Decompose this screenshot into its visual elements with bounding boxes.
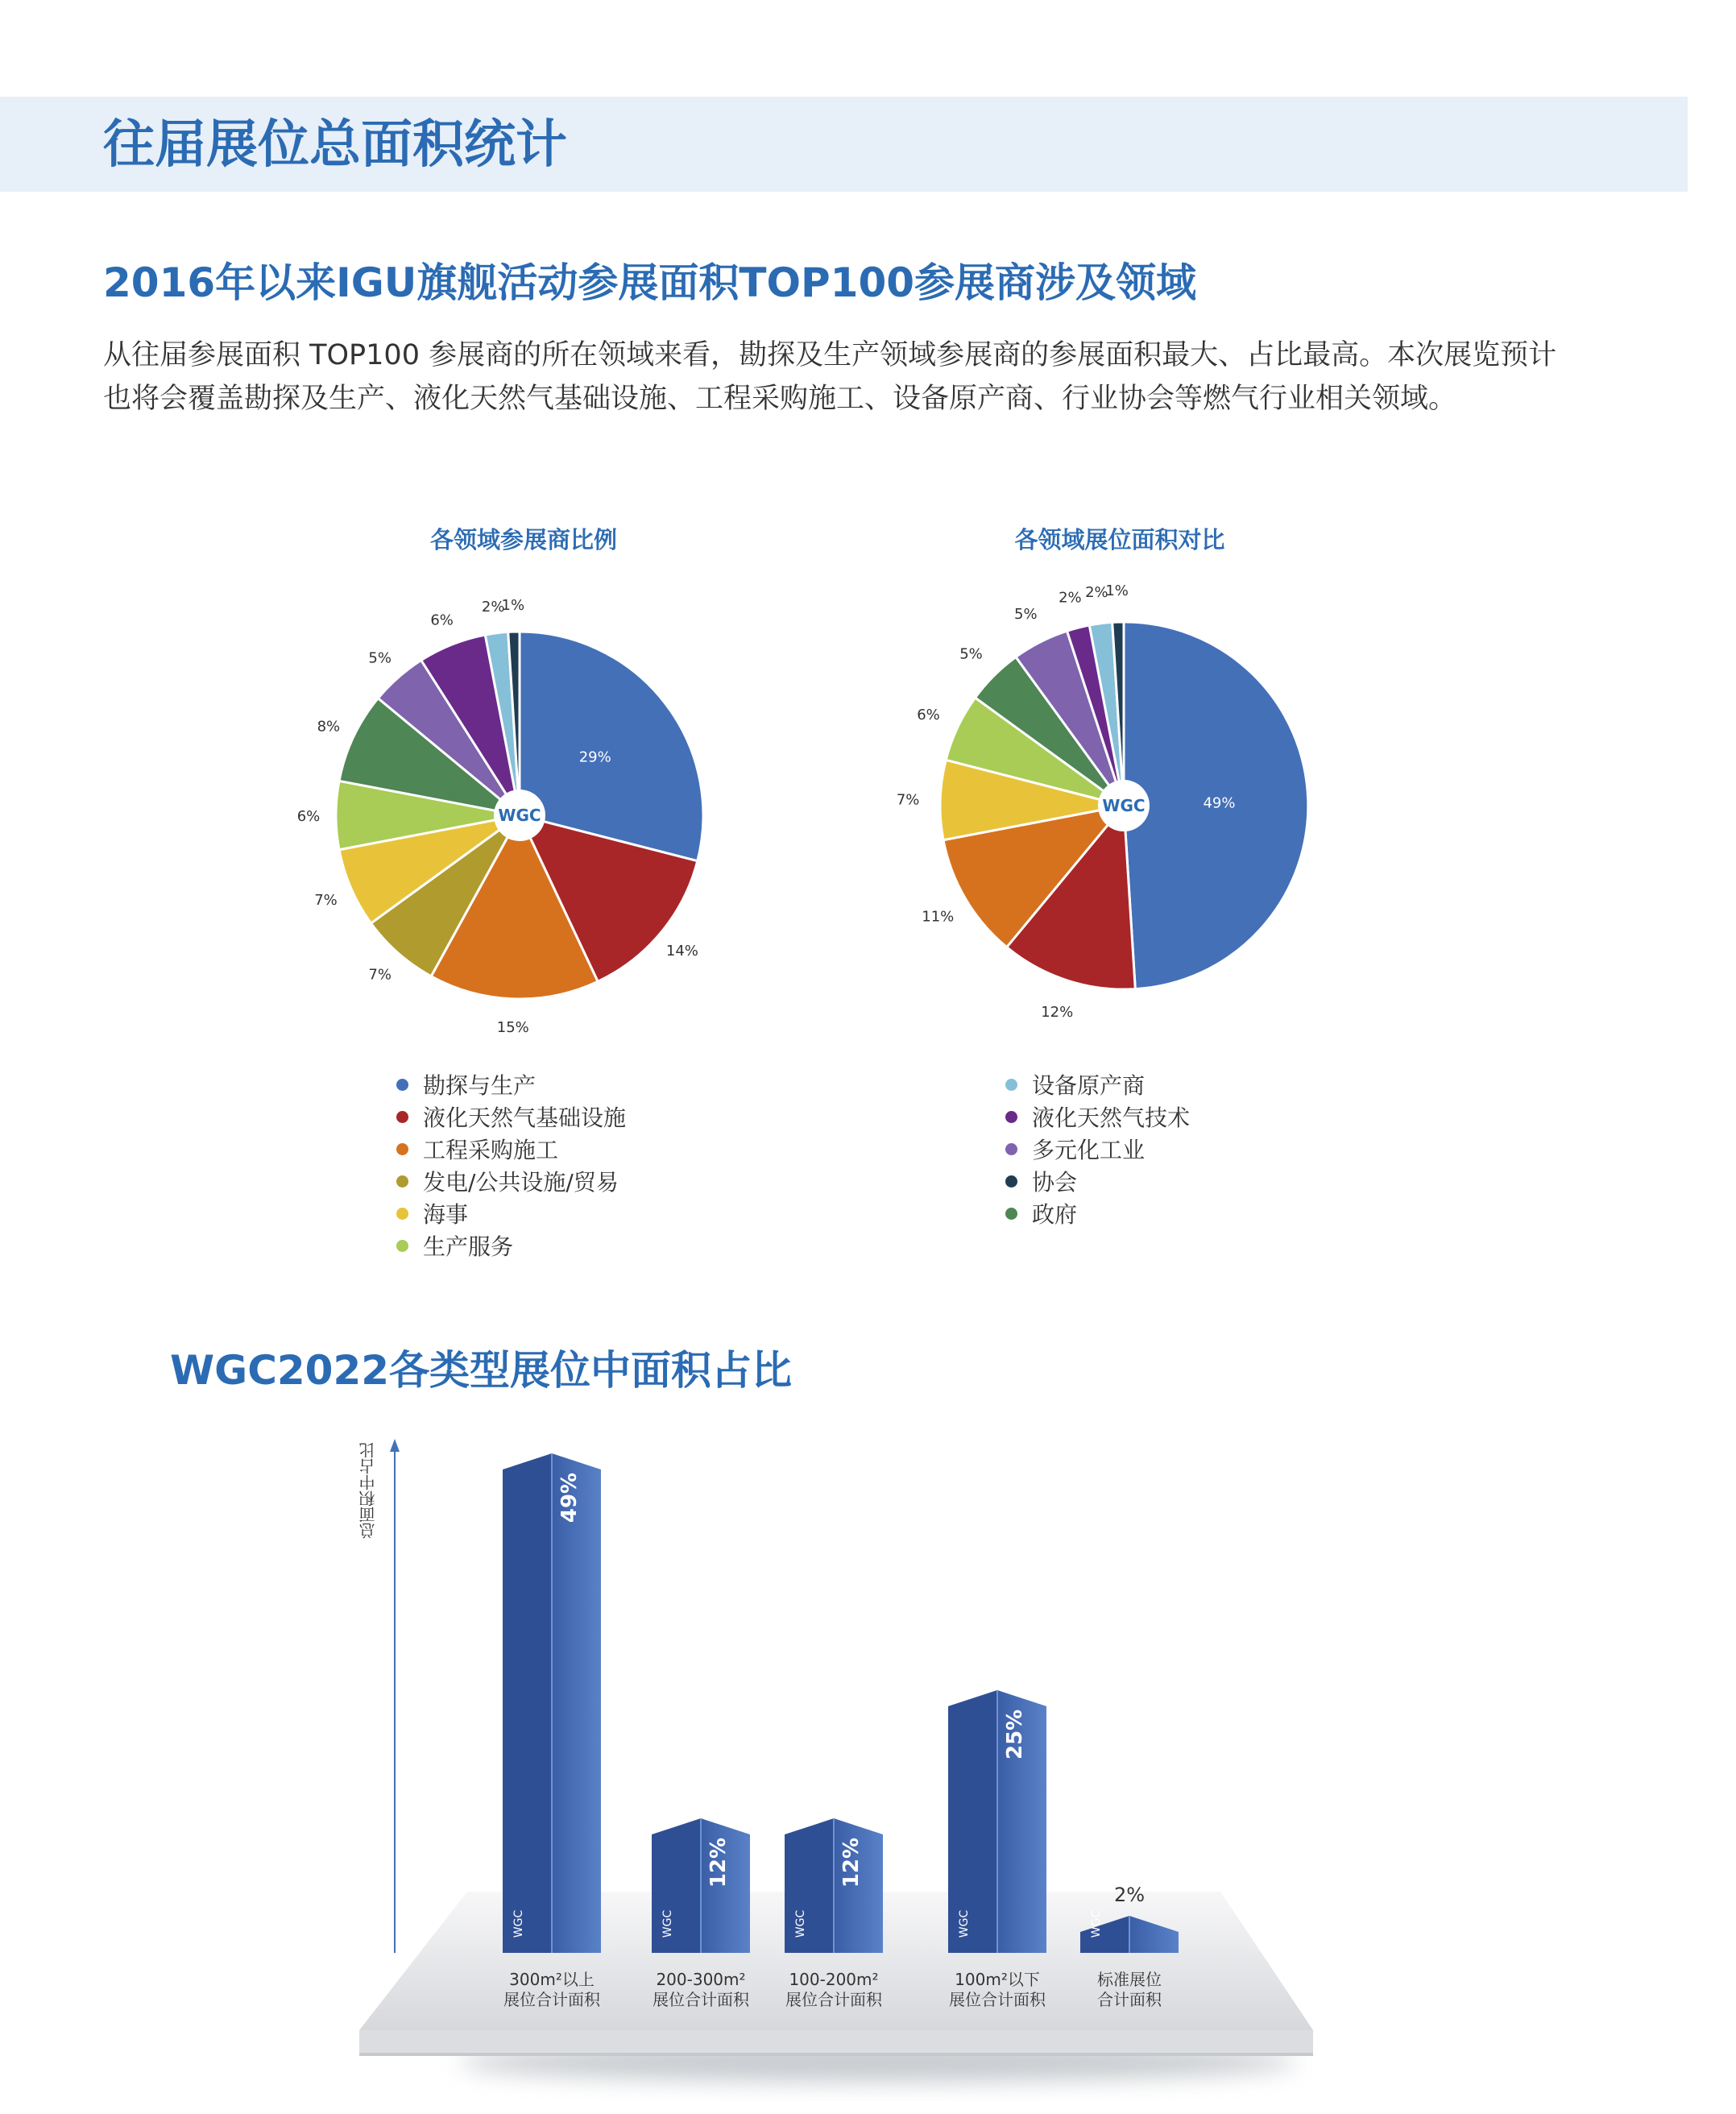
pie-data-label: 11% xyxy=(922,908,955,926)
bar xyxy=(503,1453,552,1953)
legend-label: 液化天然气基础设施 xyxy=(423,1105,627,1131)
bar-face xyxy=(552,1453,601,1953)
legend-label: 政府 xyxy=(1032,1201,1078,1228)
pie-data-label: 49% xyxy=(1203,794,1236,812)
bar-category-label: 展位合计面积 xyxy=(785,1990,882,2009)
legend-label: 勘探与生产 xyxy=(423,1072,537,1099)
pie-data-label: 2% xyxy=(1059,589,1082,607)
pie-chart-1 xyxy=(297,597,703,1036)
legend-left xyxy=(396,1068,626,1262)
legend-swatch xyxy=(396,1079,408,1091)
bar-value-label: 49% xyxy=(557,1472,582,1523)
legend-item xyxy=(396,1133,626,1165)
legend-swatch xyxy=(1005,1143,1017,1155)
legend-swatch xyxy=(1005,1111,1017,1123)
pie-data-label: 12% xyxy=(1041,1003,1074,1021)
platform-front xyxy=(359,2030,1313,2056)
pie1-title: 各领域参展商比例 xyxy=(429,526,617,553)
bar-tag-label: WGC xyxy=(794,1909,807,1938)
bar-category-label: 300m²以上 xyxy=(509,1970,595,1989)
legend-swatch xyxy=(1005,1079,1017,1091)
pie-data-label: 15% xyxy=(496,1018,529,1036)
bar xyxy=(652,1818,701,1953)
pie-data-label: 29% xyxy=(578,748,611,766)
bar-category-label: 标准展位 xyxy=(1097,1970,1162,1989)
pie-chart-2 xyxy=(897,582,1308,1021)
legend-label: 海事 xyxy=(423,1201,469,1228)
pie-data-label: 7% xyxy=(314,892,338,910)
bar-value-label: 12% xyxy=(839,1837,864,1888)
bar-group xyxy=(503,1453,601,2009)
pie-data-label: 5% xyxy=(368,649,392,667)
legend-item xyxy=(1005,1101,1190,1133)
legend-label: 生产服务 xyxy=(423,1233,514,1260)
legend-item xyxy=(396,1229,626,1262)
bar-tag-label: WGC xyxy=(1090,1909,1103,1938)
pie-data-label: 6% xyxy=(430,611,454,629)
bar xyxy=(948,1690,997,1953)
legend-label: 工程采购施工 xyxy=(423,1137,559,1163)
legend-item xyxy=(1005,1165,1190,1197)
legend-item xyxy=(396,1197,626,1229)
bar-chart-title: WGC2022各类型展位中面积占比 xyxy=(170,1347,793,1394)
pie-data-label: 6% xyxy=(917,706,940,723)
bar xyxy=(785,1818,834,1953)
section-title: 2016年以来IGU旗舰活动参展面积TOP100参展商涉及领域 xyxy=(103,259,1197,306)
page-title: 往届展位总面积统计 xyxy=(103,115,567,175)
legend-item xyxy=(396,1101,626,1133)
legend-swatch xyxy=(396,1111,408,1123)
bar-value-label: 25% xyxy=(1003,1709,1027,1760)
bar-category-label: 200-300m² xyxy=(656,1970,746,1989)
bar-category-label: 合计面积 xyxy=(1097,1990,1162,2009)
pie-data-label: 7% xyxy=(368,966,392,984)
pie-data-label: 5% xyxy=(959,645,983,663)
legend-item xyxy=(396,1068,626,1101)
legend-swatch xyxy=(396,1143,408,1155)
pie2-title: 各领域展位面积对比 xyxy=(1014,526,1225,553)
legend-swatch xyxy=(1005,1175,1017,1188)
bar-group xyxy=(785,1818,883,2009)
legend-right xyxy=(1005,1068,1190,1229)
bar-group xyxy=(652,1818,750,2009)
legend-label: 多元化工业 xyxy=(1032,1137,1146,1163)
pie-data-label: 5% xyxy=(1014,606,1038,624)
pie-data-label: 8% xyxy=(317,718,341,736)
bar-category-label: 展位合计面积 xyxy=(949,1990,1046,2009)
pie-data-label: 2% xyxy=(481,599,505,616)
platform-edge xyxy=(359,2053,1313,2056)
bar-value-label: 12% xyxy=(706,1837,731,1888)
legend-item xyxy=(1005,1068,1190,1101)
intro-line-1: 从往届参展面积 TOP100 参展商的所在领域来看，勘探及生产领域参展商的参展面积最大、占比最高。本次展览预计 xyxy=(103,339,1557,371)
legend-label: 协会 xyxy=(1032,1169,1078,1196)
bar-tag-label: WGC xyxy=(512,1909,525,1938)
bar-value-label: 2% xyxy=(1113,1884,1146,1906)
pie-data-label: 6% xyxy=(296,808,321,825)
bar-tag-label: WGC xyxy=(661,1909,674,1938)
pie-data-label: 14% xyxy=(665,943,698,960)
legend-swatch xyxy=(396,1240,408,1252)
legend-item xyxy=(1005,1197,1190,1229)
legend-label: 设备原产商 xyxy=(1032,1072,1146,1099)
legend-item xyxy=(1005,1133,1190,1165)
legend-label: 发电/公共设施/贸易 xyxy=(423,1169,619,1196)
y-axis-arrow xyxy=(390,1439,400,1452)
bar-category-label: 100-200m² xyxy=(789,1970,879,1989)
pie-center-label: WGC xyxy=(498,806,541,825)
bar-chart-ylabel: 总面积中占比 xyxy=(358,1442,378,1539)
intro-line-2: 也将会覆盖勘探及生产、液化天然气基础设施、工程采购施工、设备原产商、行业协会等燃气行业相关领域。 xyxy=(103,383,1457,415)
legend-item xyxy=(396,1165,626,1197)
pie-center-label: WGC xyxy=(1102,796,1146,815)
legend-label: 液化天然气技术 xyxy=(1032,1105,1191,1131)
legend-swatch xyxy=(396,1175,408,1188)
bar-category-label: 100m²以下 xyxy=(955,1970,1040,1989)
bar-category-label: 展位合计面积 xyxy=(503,1990,600,2009)
legend-swatch xyxy=(1005,1208,1017,1220)
bar-category-label: 展位合计面积 xyxy=(653,1990,749,2009)
bar-tag-label: WGC xyxy=(958,1909,971,1938)
pie-data-label: 1% xyxy=(1105,582,1129,600)
pie-data-label: 1% xyxy=(501,597,525,615)
pie-data-label: 2% xyxy=(1085,584,1108,602)
pie-data-label: 7% xyxy=(896,791,920,809)
legend-swatch xyxy=(396,1208,408,1220)
